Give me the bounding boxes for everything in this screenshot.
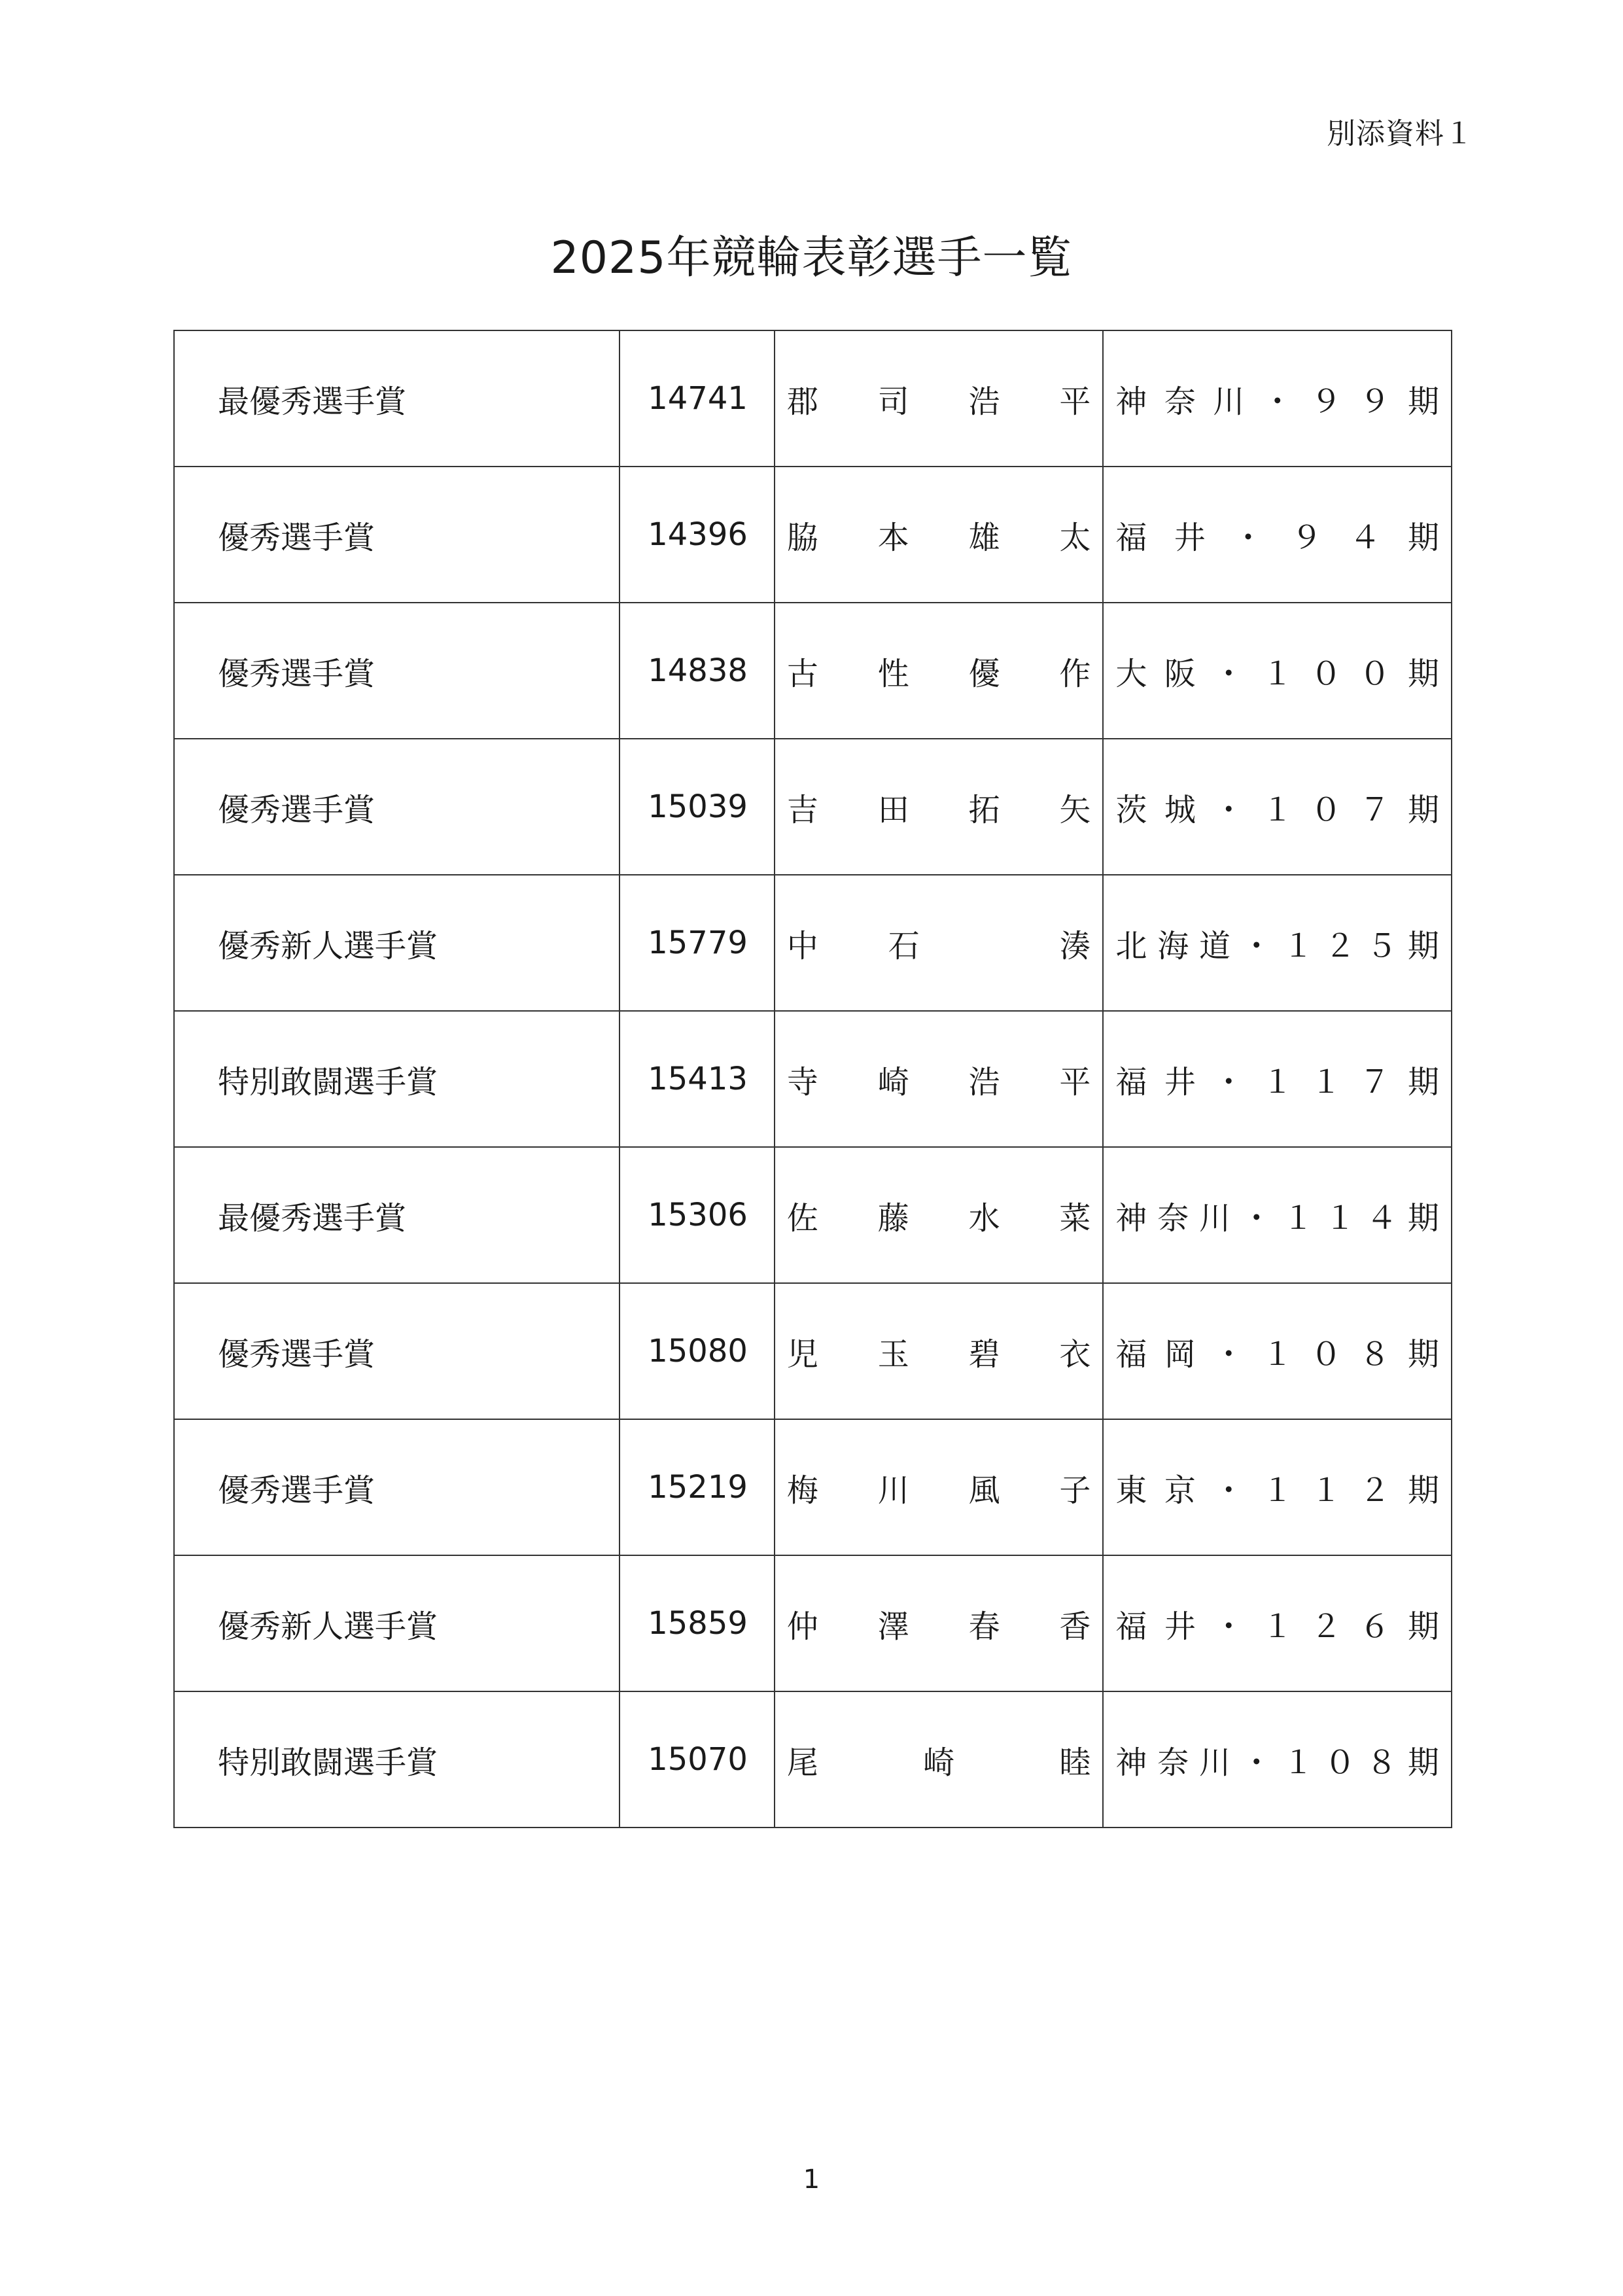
table-row: [174, 1419, 1452, 1555]
prefecture-term-cell: [1103, 467, 1452, 603]
rider-name-char: 崎: [923, 1744, 955, 1781]
rider-name: [775, 1465, 1103, 1510]
prefecture-term-char: ・: [1240, 1744, 1272, 1781]
rider-name: [775, 1193, 1103, 1238]
prefecture-term-char: 福: [1115, 1063, 1147, 1101]
award-cell: 優秀選手賞: [174, 603, 620, 739]
rider-name-char: 脇: [786, 519, 818, 556]
registration-number-cell: 15039: [620, 739, 775, 875]
prefecture-term-char: 東: [1115, 1472, 1147, 1509]
prefecture-term: [1104, 1737, 1451, 1782]
award-cell: 優秀選手賞: [174, 467, 620, 603]
award-cell: 最優秀選手賞: [174, 330, 620, 467]
prefecture-term-char: ・: [1213, 1063, 1245, 1101]
awards-table-body: [174, 330, 1452, 1828]
rider-name-cell: [775, 1147, 1104, 1283]
prefecture-term-char: 期: [1407, 1608, 1439, 1645]
prefecture-term-char: ０: [1310, 791, 1342, 828]
rider-name-char: 平: [1059, 1063, 1091, 1101]
rider-name-cell: [775, 330, 1104, 467]
rider-name-char: 優: [968, 655, 1000, 692]
rider-name-char: 風: [968, 1472, 1000, 1509]
rider-name: [775, 512, 1103, 557]
attachment-label: 別添資料１: [1327, 117, 1474, 150]
prefecture-term: [1104, 1465, 1451, 1510]
prefecture-term-cell: [1103, 1011, 1452, 1147]
prefecture-term: [1104, 648, 1451, 694]
prefecture-term-cell: [1103, 603, 1452, 739]
prefecture-term-char: 期: [1407, 1335, 1439, 1373]
prefecture-term-char: 阪: [1164, 655, 1196, 692]
award-cell: 優秀選手賞: [174, 1419, 620, 1555]
prefecture-term-char: 神: [1115, 1199, 1147, 1237]
rider-name: [775, 1601, 1103, 1646]
prefecture-term-char: ・: [1213, 791, 1245, 828]
rider-name-char: 尾: [786, 1744, 818, 1781]
prefecture-term-char: ８: [1366, 1744, 1398, 1781]
prefecture-term-cell: [1103, 1555, 1452, 1691]
prefecture-term-char: 神: [1115, 1744, 1147, 1781]
prefecture-term-char: ・: [1261, 383, 1293, 420]
prefecture-term-char: ５: [1366, 927, 1398, 964]
rider-name-char: 碧: [968, 1335, 1000, 1373]
prefecture-term-char: 岡: [1164, 1335, 1196, 1373]
rider-name-char: 水: [968, 1199, 1000, 1237]
table-row: [174, 1691, 1452, 1828]
prefecture-term-char: ６: [1359, 1608, 1391, 1645]
registration-number-cell: 15080: [620, 1283, 775, 1419]
prefecture-term: [1104, 1329, 1451, 1374]
rider-name-char: 湊: [1059, 927, 1091, 964]
rider-name-cell: [775, 603, 1104, 739]
rider-name-char: 崎: [877, 1063, 909, 1101]
rider-name-char: 太: [1059, 519, 1091, 556]
rider-name-char: 春: [968, 1608, 1000, 1645]
rider-name-char: 吉: [786, 791, 818, 828]
table-row: [174, 1283, 1452, 1419]
prefecture-term-char: ・: [1232, 519, 1265, 556]
registration-number-cell: 15779: [620, 875, 775, 1011]
rider-name-char: 菜: [1059, 1199, 1091, 1237]
award-cell: 優秀選手賞: [174, 1283, 620, 1419]
prefecture-term: [1104, 921, 1451, 966]
table-row: [174, 1147, 1452, 1283]
registration-number-cell: 15859: [620, 1555, 775, 1691]
rider-name-char: 睦: [1059, 1744, 1091, 1781]
prefecture-term-char: ４: [1349, 519, 1381, 556]
table-row: [174, 739, 1452, 875]
rider-name-char: 衣: [1059, 1335, 1091, 1373]
rider-name-char: 藤: [877, 1199, 909, 1237]
prefecture-term-char: ・: [1240, 1199, 1272, 1237]
rider-name: [775, 376, 1103, 421]
rider-name-cell: [775, 467, 1104, 603]
rider-name-char: 石: [888, 927, 920, 964]
registration-number-cell: 15219: [620, 1419, 775, 1555]
rider-name-char: 香: [1059, 1608, 1091, 1645]
prefecture-term-char: １: [1261, 1608, 1293, 1645]
prefecture-term-char: ・: [1213, 1335, 1245, 1373]
prefecture-term-char: ・: [1213, 1608, 1245, 1645]
rider-name-char: 玉: [877, 1335, 909, 1373]
prefecture-term-char: 奈: [1157, 1744, 1189, 1781]
prefecture-term-char: 期: [1407, 655, 1439, 692]
prefecture-term-char: ２: [1310, 1608, 1342, 1645]
prefecture-term: [1104, 1057, 1451, 1102]
prefecture-term-char: 井: [1174, 519, 1206, 556]
table-row: [174, 875, 1452, 1011]
prefecture-term-char: 井: [1164, 1063, 1196, 1101]
prefecture-term: [1104, 512, 1451, 557]
rider-name-char: 児: [786, 1335, 818, 1373]
prefecture-term-char: 期: [1407, 1199, 1439, 1237]
rider-name-cell: [775, 1283, 1104, 1419]
prefecture-term-cell: [1103, 875, 1452, 1011]
prefecture-term-char: １: [1282, 1199, 1314, 1237]
rider-name-char: 仲: [786, 1608, 818, 1645]
prefecture-term-char: 期: [1407, 927, 1439, 964]
prefecture-term-char: １: [1310, 1063, 1342, 1101]
prefecture-term-char: 奈: [1164, 383, 1196, 420]
rider-name: [775, 648, 1103, 694]
prefecture-term-char: 大: [1115, 655, 1147, 692]
rider-name-char: 矢: [1059, 791, 1091, 828]
prefecture-term-cell: [1103, 1691, 1452, 1828]
prefecture-term-char: ・: [1213, 655, 1245, 692]
rider-name-cell: [775, 1691, 1104, 1828]
prefecture-term-char: １: [1261, 791, 1293, 828]
prefecture-term-char: ９: [1291, 519, 1323, 556]
rider-name-char: 郡: [786, 383, 818, 420]
registration-number-cell: 15070: [620, 1691, 775, 1828]
page-number: 1: [803, 2164, 820, 2195]
rider-name-char: 古: [786, 655, 818, 692]
prefecture-term-char: 川: [1213, 383, 1245, 420]
award-cell: 最優秀選手賞: [174, 1147, 620, 1283]
awards-table: [173, 330, 1452, 1828]
prefecture-term-char: 福: [1115, 1608, 1147, 1645]
prefecture-term-char: ７: [1359, 791, 1391, 828]
rider-name-char: 子: [1059, 1472, 1091, 1509]
prefecture-term-char: ０: [1310, 655, 1342, 692]
rider-name-cell: [775, 1011, 1104, 1147]
prefecture-term-char: 奈: [1157, 1199, 1189, 1237]
prefecture-term-char: ８: [1359, 1335, 1391, 1373]
prefecture-term-char: １: [1261, 655, 1293, 692]
prefecture-term-char: 期: [1407, 1472, 1439, 1509]
rider-name-char: 浩: [968, 1063, 1000, 1101]
prefecture-term-char: 福: [1115, 1335, 1147, 1373]
prefecture-term-char: ０: [1310, 1335, 1342, 1373]
prefecture-term-char: １: [1282, 927, 1314, 964]
rider-name-char: 性: [877, 655, 909, 692]
prefecture-term-char: １: [1282, 1744, 1314, 1781]
table-row: [174, 603, 1452, 739]
prefecture-term-char: 期: [1407, 791, 1439, 828]
prefecture-term: [1104, 785, 1451, 830]
table-row: [174, 1555, 1452, 1691]
prefecture-term-char: １: [1324, 1199, 1356, 1237]
rider-name-char: 司: [877, 383, 909, 420]
prefecture-term-char: 海: [1157, 927, 1189, 964]
rider-name-char: 作: [1059, 655, 1091, 692]
table-row: [174, 1011, 1452, 1147]
rider-name: [775, 921, 1103, 966]
prefecture-term-char: 城: [1164, 791, 1196, 828]
award-cell: 優秀新人選手賞: [174, 875, 620, 1011]
prefecture-term-char: ０: [1359, 655, 1391, 692]
rider-name-char: 澤: [877, 1608, 909, 1645]
prefecture-term-char: ９: [1310, 383, 1342, 420]
rider-name: [775, 1329, 1103, 1374]
rider-name-char: 雄: [968, 519, 1000, 556]
registration-number-cell: 15306: [620, 1147, 775, 1283]
prefecture-term-char: １: [1261, 1335, 1293, 1373]
rider-name-cell: [775, 875, 1104, 1011]
table-row: [174, 467, 1452, 603]
prefecture-term-char: 井: [1164, 1608, 1196, 1645]
rider-name-cell: [775, 1419, 1104, 1555]
prefecture-term-cell: [1103, 1283, 1452, 1419]
rider-name-char: 本: [877, 519, 909, 556]
rider-name-cell: [775, 739, 1104, 875]
rider-name-char: 浩: [968, 383, 1000, 420]
award-cell: 特別敢闘選手賞: [174, 1691, 620, 1828]
document-title: 2025年競輪表彰選手一覧: [550, 232, 1073, 284]
prefecture-term-char: ９: [1359, 383, 1391, 420]
rider-name-char: 田: [877, 791, 909, 828]
prefecture-term-cell: [1103, 739, 1452, 875]
prefecture-term-char: 期: [1407, 1744, 1439, 1781]
prefecture-term-char: ・: [1240, 927, 1272, 964]
rider-name-char: 梅: [786, 1472, 818, 1509]
rider-name-char: 中: [786, 927, 818, 964]
rider-name: [775, 1737, 1103, 1782]
registration-number-cell: 15413: [620, 1011, 775, 1147]
rider-name: [775, 785, 1103, 830]
prefecture-term-char: １: [1261, 1063, 1293, 1101]
prefecture-term-char: ２: [1324, 927, 1356, 964]
prefecture-term-char: ４: [1366, 1199, 1398, 1237]
prefecture-term-char: ２: [1359, 1472, 1391, 1509]
award-cell: 優秀新人選手賞: [174, 1555, 620, 1691]
prefecture-term-char: ７: [1359, 1063, 1391, 1101]
rider-name-char: 平: [1059, 383, 1091, 420]
registration-number-cell: 14396: [620, 467, 775, 603]
table-row: [174, 330, 1452, 467]
rider-name-char: 拓: [968, 791, 1000, 828]
prefecture-term-char: 川: [1198, 1199, 1230, 1237]
prefecture-term-char: ・: [1213, 1472, 1245, 1509]
prefecture-term-char: ０: [1324, 1744, 1356, 1781]
prefecture-term-cell: [1103, 330, 1452, 467]
award-cell: 特別敢闘選手賞: [174, 1011, 620, 1147]
registration-number-cell: 14741: [620, 330, 775, 467]
prefecture-term-char: 神: [1115, 383, 1147, 420]
prefecture-term-char: １: [1310, 1472, 1342, 1509]
prefecture-term-cell: [1103, 1419, 1452, 1555]
prefecture-term-char: 期: [1407, 383, 1439, 420]
prefecture-term: [1104, 1601, 1451, 1646]
prefecture-term: [1104, 1193, 1451, 1238]
award-cell: 優秀選手賞: [174, 739, 620, 875]
prefecture-term-char: 期: [1407, 519, 1439, 556]
prefecture-term-char: 茨: [1115, 791, 1147, 828]
prefecture-term-char: 北: [1115, 927, 1147, 964]
registration-number-cell: 14838: [620, 603, 775, 739]
prefecture-term-char: 道: [1198, 927, 1230, 964]
rider-name-char: 川: [877, 1472, 909, 1509]
prefecture-term: [1104, 376, 1451, 421]
prefecture-term-cell: [1103, 1147, 1452, 1283]
prefecture-term-char: 川: [1198, 1744, 1230, 1781]
prefecture-term-char: 期: [1407, 1063, 1439, 1101]
rider-name-char: 寺: [786, 1063, 818, 1101]
rider-name: [775, 1057, 1103, 1102]
rider-name-char: 佐: [786, 1199, 818, 1237]
rider-name-cell: [775, 1555, 1104, 1691]
prefecture-term-char: 福: [1115, 519, 1147, 556]
prefecture-term-char: １: [1261, 1472, 1293, 1509]
prefecture-term-char: 京: [1164, 1472, 1196, 1509]
